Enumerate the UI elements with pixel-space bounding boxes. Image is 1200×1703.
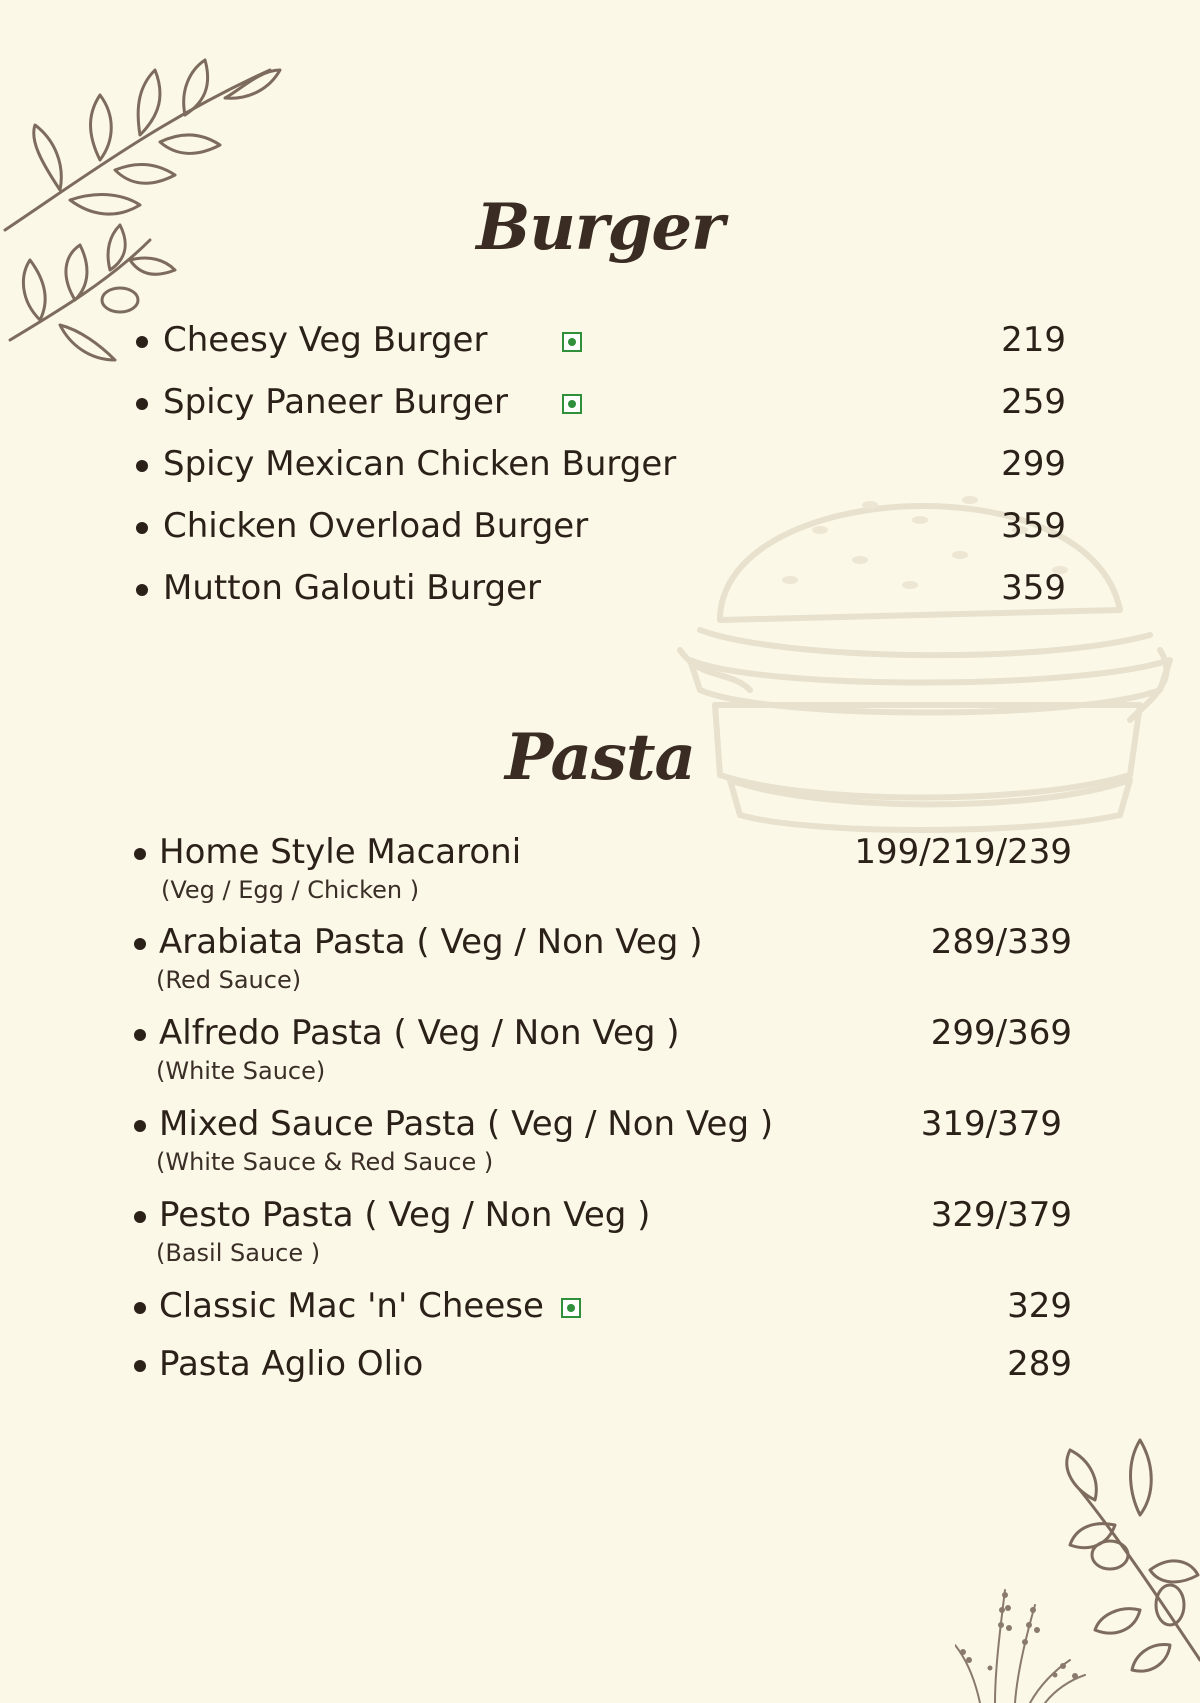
bullet-icon [136,522,148,534]
bullet-icon [134,1302,146,1314]
bullet-icon [136,398,148,410]
item-price: 289 [1007,1344,1072,1384]
item-price: 259 [1001,382,1066,422]
bullet-icon [134,848,146,860]
item-name: Alfredo Pasta ( Veg / Non Veg ) [159,1013,680,1053]
item-name: Arabiata Pasta ( Veg / Non Veg ) [159,922,703,962]
wild-grass-icon [955,1580,1090,1703]
item-name: Pasta Aglio Olio [159,1344,424,1384]
bullet-icon [134,1360,146,1372]
veg-mark-icon [562,394,582,414]
bullet-icon [136,336,148,348]
bullet-icon [136,584,148,596]
veg-mark-icon [562,332,582,352]
item-name: Classic Mac 'n' Cheese [159,1286,544,1326]
bullet-icon [134,1211,146,1223]
veg-mark-icon [561,1298,581,1318]
item-subtitle: (White Sauce) [156,1057,326,1085]
item-price: 329 [1007,1286,1072,1326]
item-name: Home Style Macaroni [159,832,522,872]
item-subtitle: (Basil Sauce ) [156,1239,321,1267]
item-subtitle: (Veg / Egg / Chicken ) [161,876,420,904]
burger-section-title: Burger [476,190,724,265]
bullet-icon [134,1120,146,1132]
item-price: 199/219/239 [854,832,1072,872]
bullet-icon [134,1029,146,1041]
bullet-icon [136,460,148,472]
bullet-icon [134,938,146,950]
item-name: Mixed Sauce Pasta ( Veg / Non Veg ) [159,1104,774,1144]
item-price: 219 [1001,320,1066,360]
pasta-section-title: Pasta [505,720,695,795]
item-name: Spicy Paneer Burger [163,382,508,422]
item-subtitle: (Red Sauce) [156,966,302,994]
item-price: 299/369 [930,1013,1072,1053]
item-price: 359 [1001,568,1066,608]
item-name: Chicken Overload Burger [163,506,589,546]
item-price: 299 [1001,444,1066,484]
item-subtitle: (White Sauce & Red Sauce ) [156,1148,494,1176]
item-price: 359 [1001,506,1066,546]
item-name: Pesto Pasta ( Veg / Non Veg ) [159,1195,651,1235]
item-name: Mutton Galouti Burger [163,568,542,608]
item-price: 289/339 [930,922,1072,962]
item-price: 319/379 [920,1104,1062,1144]
item-name: Cheesy Veg Burger [163,320,488,360]
item-price: 329/379 [930,1195,1072,1235]
item-name: Spicy Mexican Chicken Burger [163,444,677,484]
